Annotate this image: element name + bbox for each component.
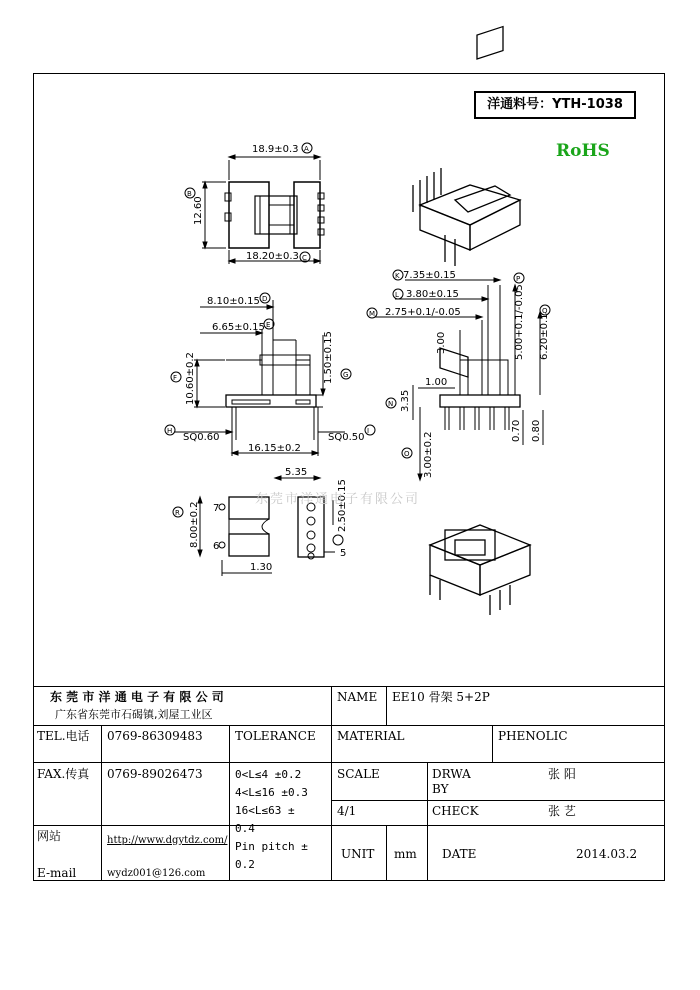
drawn-by-label-2: BY	[432, 782, 449, 796]
dim-top-base: 18.20±0.3	[246, 251, 299, 262]
name-value: EE10 骨架 5+2P	[392, 690, 490, 704]
drawn-by-value: 张 阳	[548, 767, 576, 781]
dim-front-height: 10.60±0.2	[185, 352, 196, 405]
unit-value: mm	[394, 847, 417, 861]
callout-l: L	[395, 291, 399, 299]
dim-top-height: 12.60	[193, 196, 204, 225]
dim-side-j: 0.80	[531, 419, 542, 442]
dim-side-e: 5.00+0.1/-0.05	[514, 284, 525, 360]
material-value: PHENOLIC	[498, 729, 568, 743]
callout-k: K	[395, 272, 400, 280]
callout-d: D	[262, 295, 268, 303]
callout-b: B	[187, 190, 192, 198]
pin-label-6: 6	[213, 541, 220, 552]
tolerance-label: TOLERANCE	[235, 729, 316, 743]
fax-value: 0769-89026473	[107, 767, 203, 781]
rohs-mark: RoHS	[556, 141, 610, 161]
front-view	[165, 293, 375, 456]
check-label: CHECK	[432, 804, 479, 818]
dim-side-g: 1.00	[425, 377, 448, 388]
website-label: 网站	[37, 829, 62, 843]
tolerance-row-2: 4<L≤16 ±0.3	[235, 786, 308, 799]
callout-f: F	[173, 374, 178, 382]
name-label: NAME	[337, 690, 378, 704]
dim-front-b: 6.65±0.15	[212, 322, 265, 333]
dim-side-i: 0.70	[511, 419, 522, 442]
callout-a: A	[304, 145, 309, 153]
callout-h: H	[167, 427, 173, 435]
dim-bottom-pitch: 2.50±0.15	[337, 479, 348, 532]
callout-c: C	[302, 254, 307, 262]
top-view	[185, 143, 324, 264]
tel-value: 0769-86309483	[107, 729, 203, 743]
watermark: 东莞市洋通电子有限公司	[255, 492, 421, 507]
callout-m: M	[369, 310, 376, 318]
side-view	[367, 270, 550, 480]
isometric-view-top	[413, 27, 520, 377]
tolerance-row-3b: 0.4	[235, 822, 255, 835]
company-name: 东 莞 市 洋 通 电 子 有 限 公 司	[50, 690, 224, 704]
company-address: 广东省东莞市石碣镇,刘屋工业区	[55, 708, 213, 721]
dim-top-width: 18.9±0.3	[252, 144, 299, 155]
dim-front-width: 16.15±0.2	[248, 443, 301, 454]
callout-n: N	[388, 400, 394, 408]
callout-g: G	[343, 371, 349, 379]
tolerance-row-4b: 0.2	[235, 858, 255, 871]
dim-side-d: 3.00	[436, 331, 447, 354]
dim-front-c: 1.50±0.15	[323, 331, 334, 384]
date-value: 2014.03.2	[576, 847, 638, 861]
part-number-box: 洋通料号：YTH-1038	[474, 91, 636, 119]
dim-side-k: 3.00±0.2	[423, 431, 434, 478]
scale-label: SCALE	[337, 767, 380, 781]
date-label: DATE	[442, 847, 477, 861]
fax-label: FAX.传真	[37, 767, 90, 781]
dim-bottom-b: 1.30	[250, 562, 273, 573]
dim-side-c: 2.75+0.1/-0.05	[385, 307, 461, 318]
drawn-by-label-1: DRWA	[432, 767, 471, 781]
dim-bottom-a: 5.35	[285, 467, 308, 478]
email-label: E-mail	[37, 866, 77, 880]
callout-p: P	[516, 275, 521, 283]
callout-r: R	[175, 509, 180, 517]
tolerance-row-4: Pin pitch ±	[235, 840, 308, 853]
bottom-view	[173, 467, 348, 576]
isometric-view-bottom	[430, 525, 530, 615]
material-label: MATERIAL	[337, 729, 405, 743]
dim-front-a: 8.10±0.15	[207, 296, 260, 307]
tolerance-row-1: 0<L≤4 ±0.2	[235, 768, 302, 781]
unit-label: UNIT	[341, 847, 375, 861]
dim-side-a: 7.35±0.15	[403, 270, 456, 281]
pin-label-5: 5	[340, 548, 347, 559]
check-value: 张 艺	[548, 804, 576, 818]
dim-side-h: 3.35	[400, 389, 411, 412]
dim-side-b: 3.80±0.15	[406, 289, 459, 300]
email-value: wydz001@126.com	[107, 868, 206, 879]
tolerance-row-3: 16<L≤63 ±	[235, 804, 295, 817]
callout-i: I	[367, 427, 370, 435]
website-link[interactable]: http://www.dgytdz.com/	[107, 835, 228, 846]
dim-bottom-height: 8.00±0.2	[189, 501, 200, 548]
callout-q: Q	[542, 307, 548, 315]
callout-o: O	[404, 450, 410, 458]
tel-label: TEL.电话	[37, 729, 90, 743]
dim-front-sq1: SQ0.60	[183, 432, 220, 443]
pin-label-7: 7	[213, 503, 220, 514]
scale-value: 4/1	[337, 804, 357, 818]
dim-front-sq2: SQ0.50	[328, 432, 365, 443]
callout-e: E	[266, 321, 271, 329]
dim-side-f: 6.20±0.1	[539, 313, 550, 360]
